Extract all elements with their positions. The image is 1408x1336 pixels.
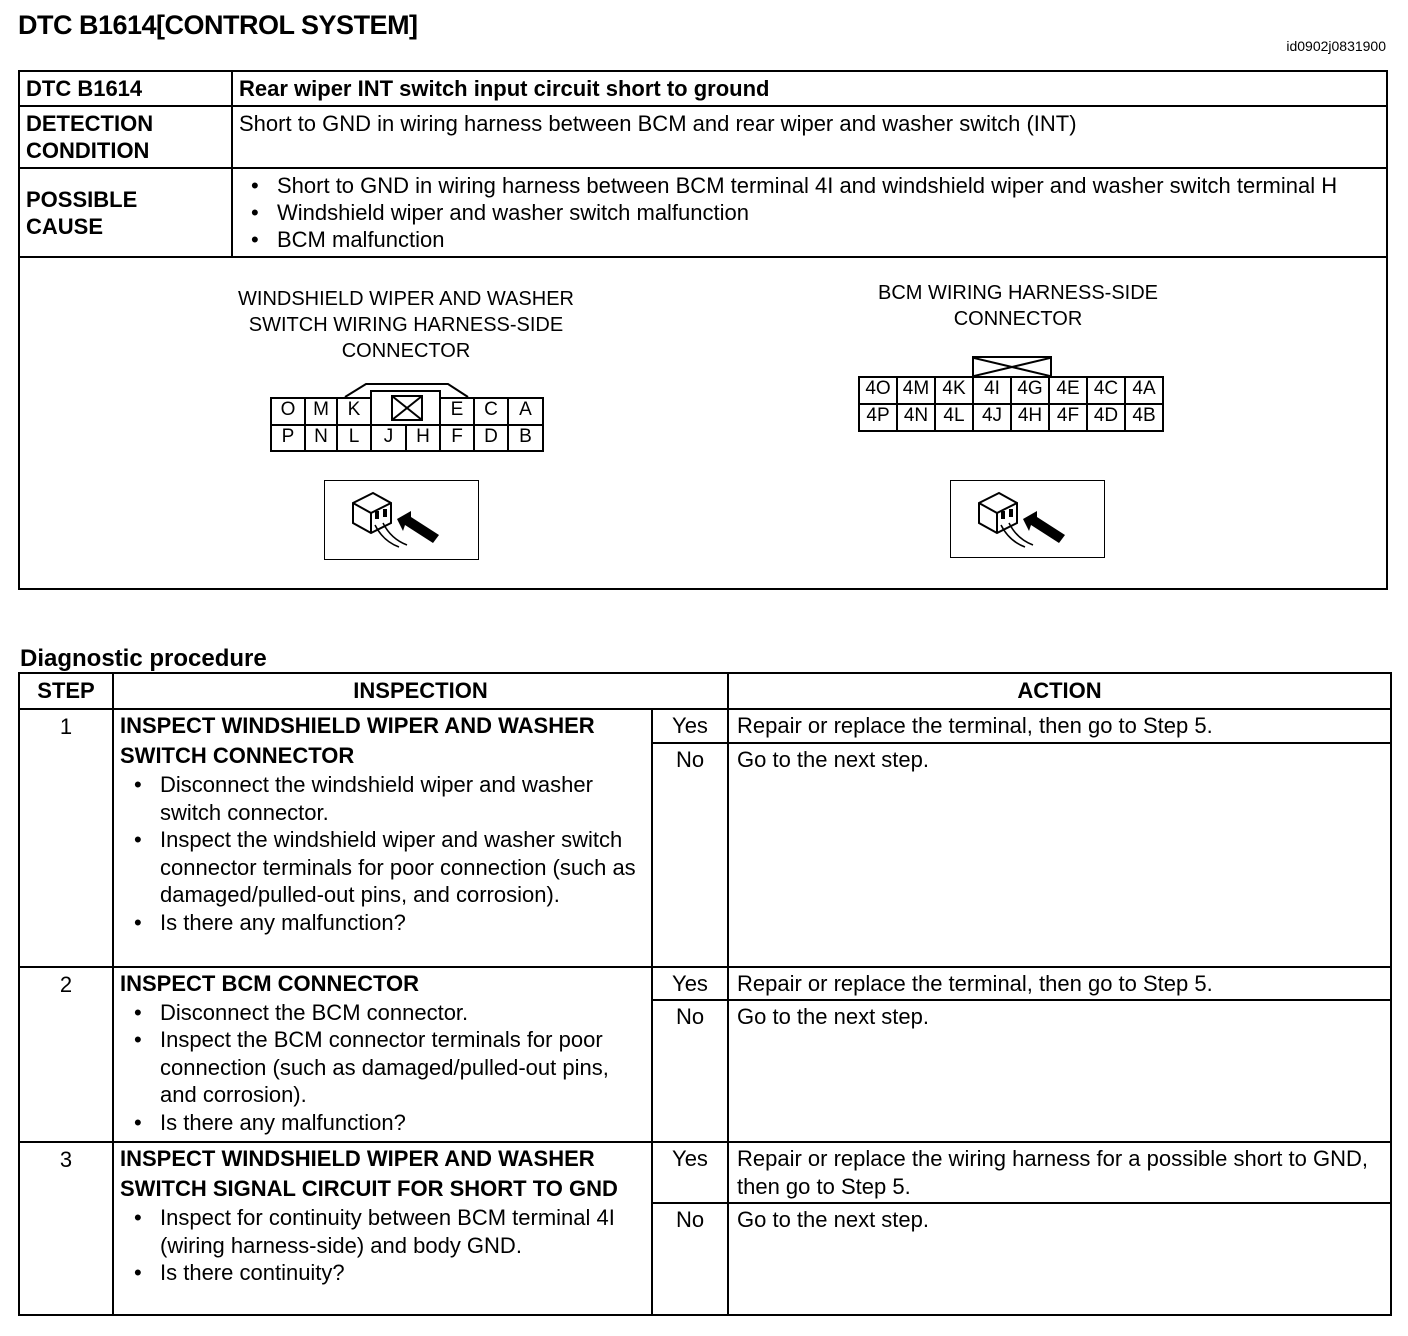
col-inspection-header: INSPECTION: [113, 673, 728, 709]
wiper-terminal-k: K: [336, 397, 372, 426]
wiper-terminal-n: N: [304, 424, 338, 452]
bcm-terminal-4o: 4O: [858, 376, 898, 405]
bcm-title-line: CONNECTOR: [953, 308, 1083, 330]
step-bullet-list: [120, 999, 645, 1137]
possible-cause-label-line-2: CAUSE: [26, 213, 104, 239]
bcm-terminal-4n: 4N: [896, 403, 936, 432]
step-number: 3: [19, 1142, 113, 1315]
col-action-header: ACTION: [728, 673, 1391, 709]
bcm-terminal-4a: 4A: [1124, 376, 1164, 405]
page-title: DTC B1614[CONTROL SYSTEM]: [18, 10, 418, 40]
bcm-terminal-4j: 4J: [972, 403, 1012, 432]
no-label: No: [652, 1203, 728, 1315]
yes-action: Repair or replace the terminal, then go to Step 5.: [728, 967, 1391, 1001]
bcm-terminal-4c: 4C: [1086, 376, 1126, 405]
bcm-terminal-4f: 4F: [1048, 403, 1088, 432]
dtc-description: Rear wiper INT switch input circuit short to ground: [232, 71, 1387, 106]
step-1-yes-row: [19, 709, 1391, 743]
step-bullet: • Disconnect the BCM connector.: [120, 999, 645, 1027]
wiper-terminal-c: C: [473, 397, 509, 426]
bcm-connector-view-icon: [950, 480, 1105, 558]
detection-label-line-1: DETECTION: [26, 111, 154, 136]
wiper-terminal-m: M: [304, 397, 338, 426]
step-inspection: [113, 1142, 652, 1315]
step-bullet: • Inspect for continuity between BCM terminal 4I (wiring harness-side) and body GND.: [120, 1204, 645, 1259]
wiper-terminal-e: E: [439, 397, 475, 426]
no-label: No: [652, 743, 728, 967]
detection-condition-text: Short to GND in wiring harness between BCM and rear wiper and washer switch (INT): [232, 106, 1387, 168]
step-bullet-list: [120, 771, 645, 936]
wiper-connector-view-icon: [324, 480, 479, 560]
possible-cause-row: [19, 168, 1387, 257]
step-3-yes-row: [19, 1142, 1391, 1203]
bcm-terminal-4l: 4L: [934, 403, 974, 432]
cause-item: • Short to GND in wiring harness between BCM terminal 4I and windshield wiper and washer switch terminal H: [237, 172, 1356, 199]
bcm-terminal-4b: 4B: [1124, 403, 1164, 432]
dtc-info-table: [18, 70, 1388, 590]
wiper-terminal-o: O: [270, 397, 306, 426]
wiper-connector-title: [206, 286, 606, 364]
bcm-title-line: BCM WIRING HARNESS-SIDE: [877, 282, 1159, 304]
wiper-terminal-l: L: [336, 424, 372, 452]
yes-label: Yes: [652, 1142, 728, 1203]
dtc-label: DTC B1614: [19, 71, 232, 106]
detection-label: [19, 106, 232, 168]
possible-cause-list-cell: [232, 168, 1387, 257]
detection-label-line-2: CONDITION: [26, 138, 150, 163]
diagnostic-procedure-heading: Diagnostic procedure: [20, 645, 267, 672]
connector-front-view-icon: [951, 481, 1103, 556]
connector-front-view-icon: [325, 481, 477, 558]
step-inspection: [113, 967, 652, 1143]
no-label: No: [652, 1000, 728, 1142]
wiper-title-line: WINDSHIELD WIPER AND WASHER: [238, 288, 574, 310]
wiper-title-line: SWITCH WIRING HARNESS-SIDE: [248, 314, 564, 336]
step-bullet: • Disconnect the windshield wiper and washer switch connector.: [120, 771, 645, 826]
wiper-terminal-b: B: [507, 424, 544, 452]
col-step-header: STEP: [19, 673, 113, 709]
yes-action: Repair or replace the terminal, then go to Step 5.: [728, 709, 1391, 743]
bcm-terminal-4g: 4G: [1010, 376, 1050, 405]
possible-cause-list: [237, 172, 1356, 253]
wiper-key-blank: [370, 390, 441, 426]
step-bullet: • Is there continuity?: [120, 1259, 645, 1287]
diagram-row: [19, 257, 1387, 589]
wiper-terminal-f: F: [439, 424, 475, 452]
bcm-terminal-4i: 4I: [972, 376, 1012, 405]
procedure-header-row: [19, 673, 1391, 709]
wiper-terminal-d: D: [473, 424, 509, 452]
dtc-row: [19, 71, 1387, 106]
step-title: INSPECT BCM CONNECTOR: [120, 970, 420, 996]
step-2-yes-row: [19, 967, 1391, 1001]
wiper-terminal-p: P: [270, 424, 306, 452]
step-title: INSPECT WINDSHIELD WIPER AND WASHER SWITCH SIGNAL CIRCUIT FOR SHORT TO GND: [120, 1146, 618, 1201]
step-bullet-list: [120, 1204, 645, 1287]
bcm-connector: [858, 356, 1168, 434]
detection-row: [19, 106, 1387, 168]
cause-item: • Windshield wiper and washer switch malfunction: [237, 199, 1356, 226]
yes-action: Repair or replace the wiring harness for a possible short to GND, then go to Step 5.: [728, 1142, 1391, 1203]
yes-label: Yes: [652, 709, 728, 743]
step-bullet: • Inspect the BCM connector terminals for poor connection (such as damaged/pulled-out pins, and corrosion).: [120, 1026, 645, 1109]
bcm-terminal-4d: 4D: [1086, 403, 1126, 432]
diagnostic-procedure-table: [18, 672, 1392, 1316]
wiper-terminal-a: A: [507, 397, 544, 426]
step-bullet: • Is there any malfunction?: [120, 909, 645, 937]
document-id: id0902j0831900: [1286, 38, 1386, 54]
step-number: 1: [19, 709, 113, 967]
bcm-terminal-4e: 4E: [1048, 376, 1088, 405]
bcm-connector-title: [828, 280, 1208, 332]
no-action: Go to the next step.: [728, 743, 1391, 967]
step-inspection: [113, 709, 652, 967]
bcm-terminal-4m: 4M: [896, 376, 936, 405]
connector-diagram: [19, 257, 1387, 589]
no-action: Go to the next step.: [728, 1203, 1391, 1315]
possible-cause-label: [19, 168, 232, 257]
wiper-terminal-h: H: [405, 424, 441, 452]
wiper-terminal-j: J: [370, 424, 407, 452]
wiper-connector: [270, 378, 546, 452]
blank-cross-icon: [372, 392, 439, 424]
bcm-terminal-4h: 4H: [1010, 403, 1050, 432]
bcm-terminal-4k: 4K: [934, 376, 974, 405]
step-bullet: • Is there any malfunction?: [120, 1109, 645, 1137]
key-cross-icon: [974, 358, 1050, 376]
cause-item: • BCM malfunction: [237, 226, 1356, 253]
bcm-terminal-4p: 4P: [858, 403, 898, 432]
yes-label: Yes: [652, 967, 728, 1001]
step-title: INSPECT WINDSHIELD WIPER AND WASHER SWITCH CONNECTOR: [120, 713, 595, 768]
step-bullet: • Inspect the windshield wiper and washer switch connector terminals for poor connection (such as damaged/pulled-out pins, and corrosion).: [120, 826, 645, 909]
no-action: Go to the next step.: [728, 1000, 1391, 1142]
wiper-title-line: CONNECTOR: [341, 340, 471, 362]
possible-cause-label-line-1: POSSIBLE: [26, 186, 138, 212]
bcm-connector-key: [972, 356, 1052, 378]
step-number: 2: [19, 967, 113, 1143]
